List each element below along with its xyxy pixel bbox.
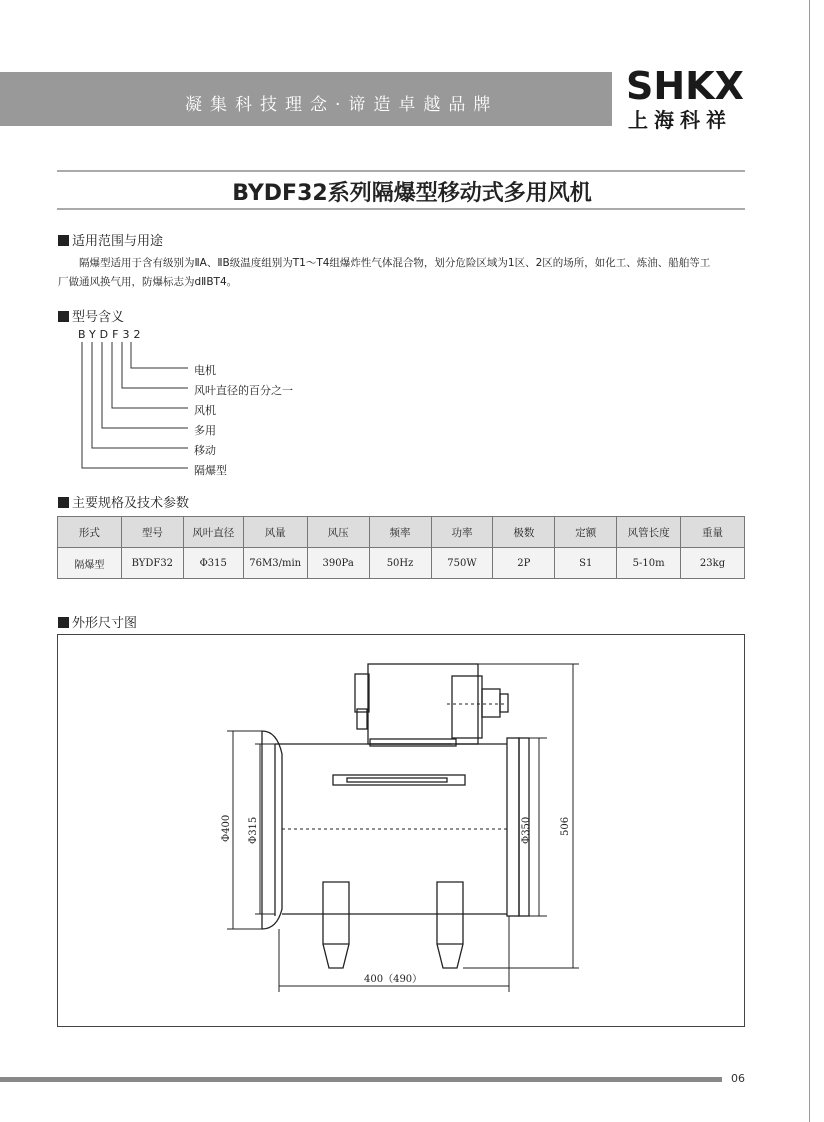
- model-label-fan: 风机: [194, 404, 216, 417]
- model-code: BYDF32: [78, 328, 145, 341]
- dim-height: 506: [560, 816, 571, 836]
- model-label-explosion: 隔爆型: [194, 464, 227, 477]
- section-heading-specs: 主要规格及技术参数: [58, 492, 189, 511]
- spec-header-cell: 功率: [431, 517, 493, 548]
- spec-value-cell: Φ315: [183, 548, 243, 579]
- spec-value-cell: 23kg: [681, 548, 745, 579]
- dim-phi400: Φ400: [221, 814, 232, 842]
- model-label-mobile: 移动: [194, 444, 216, 457]
- slogan: 凝集科技理念·谛造卓越品牌: [185, 95, 499, 115]
- spec-value-cell: 50Hz: [369, 548, 431, 579]
- spec-header-cell: 重量: [681, 517, 745, 548]
- square-bullet-icon: [58, 617, 69, 628]
- spec-header-cell: 风叶直径: [183, 517, 243, 548]
- fan-dimension-drawing: [57, 634, 745, 1027]
- spec-header-row: [58, 517, 745, 548]
- center-lines: [282, 704, 507, 829]
- spec-value-cell: S1: [555, 548, 617, 579]
- model-label-motor: 电机: [194, 364, 216, 377]
- spec-value-cell: 隔爆型: [58, 548, 122, 579]
- usage-paragraph: 隔爆型适用于含有级别为ⅡA、ⅡB级温度组别为T1～T4组爆炸性气体混合物，划分危险区域为1区、2区的场所，如化工、炼油、船舶等工厂做通风换气用，防爆标志为dⅡBT4。: [58, 257, 711, 288]
- section-heading-model: 型号含义: [58, 306, 124, 325]
- spec-header-cell: 型号: [121, 517, 183, 548]
- spec-header-cell: 形式: [58, 517, 122, 548]
- spec-value-cell: BYDF32: [121, 548, 183, 579]
- model-label-multi: 多用: [194, 424, 216, 437]
- fan-outline: [262, 664, 529, 968]
- spec-header-cell: 风压: [307, 517, 369, 548]
- footer-bar: [0, 1077, 722, 1082]
- dim-length: 400（490）: [364, 974, 423, 985]
- page-title: BYDF32系列隔爆型移动式多用风机: [232, 181, 592, 206]
- spec-header-cell: 极数: [493, 517, 555, 548]
- spec-value-row: [58, 548, 745, 579]
- spec-value-cell: 5-10m: [617, 548, 681, 579]
- spec-header-cell: 频率: [369, 517, 431, 548]
- model-label-blade: 风叶直径的百分之一: [194, 384, 293, 397]
- spec-header-cell: 定额: [555, 517, 617, 548]
- square-bullet-icon: [58, 497, 69, 508]
- spec-value-cell: 2P: [493, 548, 555, 579]
- spec-header-cell: 风量: [243, 517, 307, 548]
- spec-value-cell: 390Pa: [307, 548, 369, 579]
- section-heading-usage: 适用范围与用途: [58, 230, 163, 249]
- logo-chinese: 上海科祥: [628, 108, 732, 132]
- spec-value-cell: 76M3/min: [243, 548, 307, 579]
- dim-phi350: Φ350: [521, 816, 532, 844]
- dim-phi315: Φ315: [248, 816, 259, 844]
- section-heading-drawing: 外形尺寸图: [58, 612, 137, 631]
- spec-header-cell: 风管长度: [617, 517, 681, 548]
- spec-table: [57, 516, 745, 579]
- page-number: 06: [731, 1072, 745, 1085]
- model-bracket-lines: [0, 0, 824, 500]
- spec-value-cell: 750W: [431, 548, 493, 579]
- logo-english: SHKX: [626, 64, 744, 108]
